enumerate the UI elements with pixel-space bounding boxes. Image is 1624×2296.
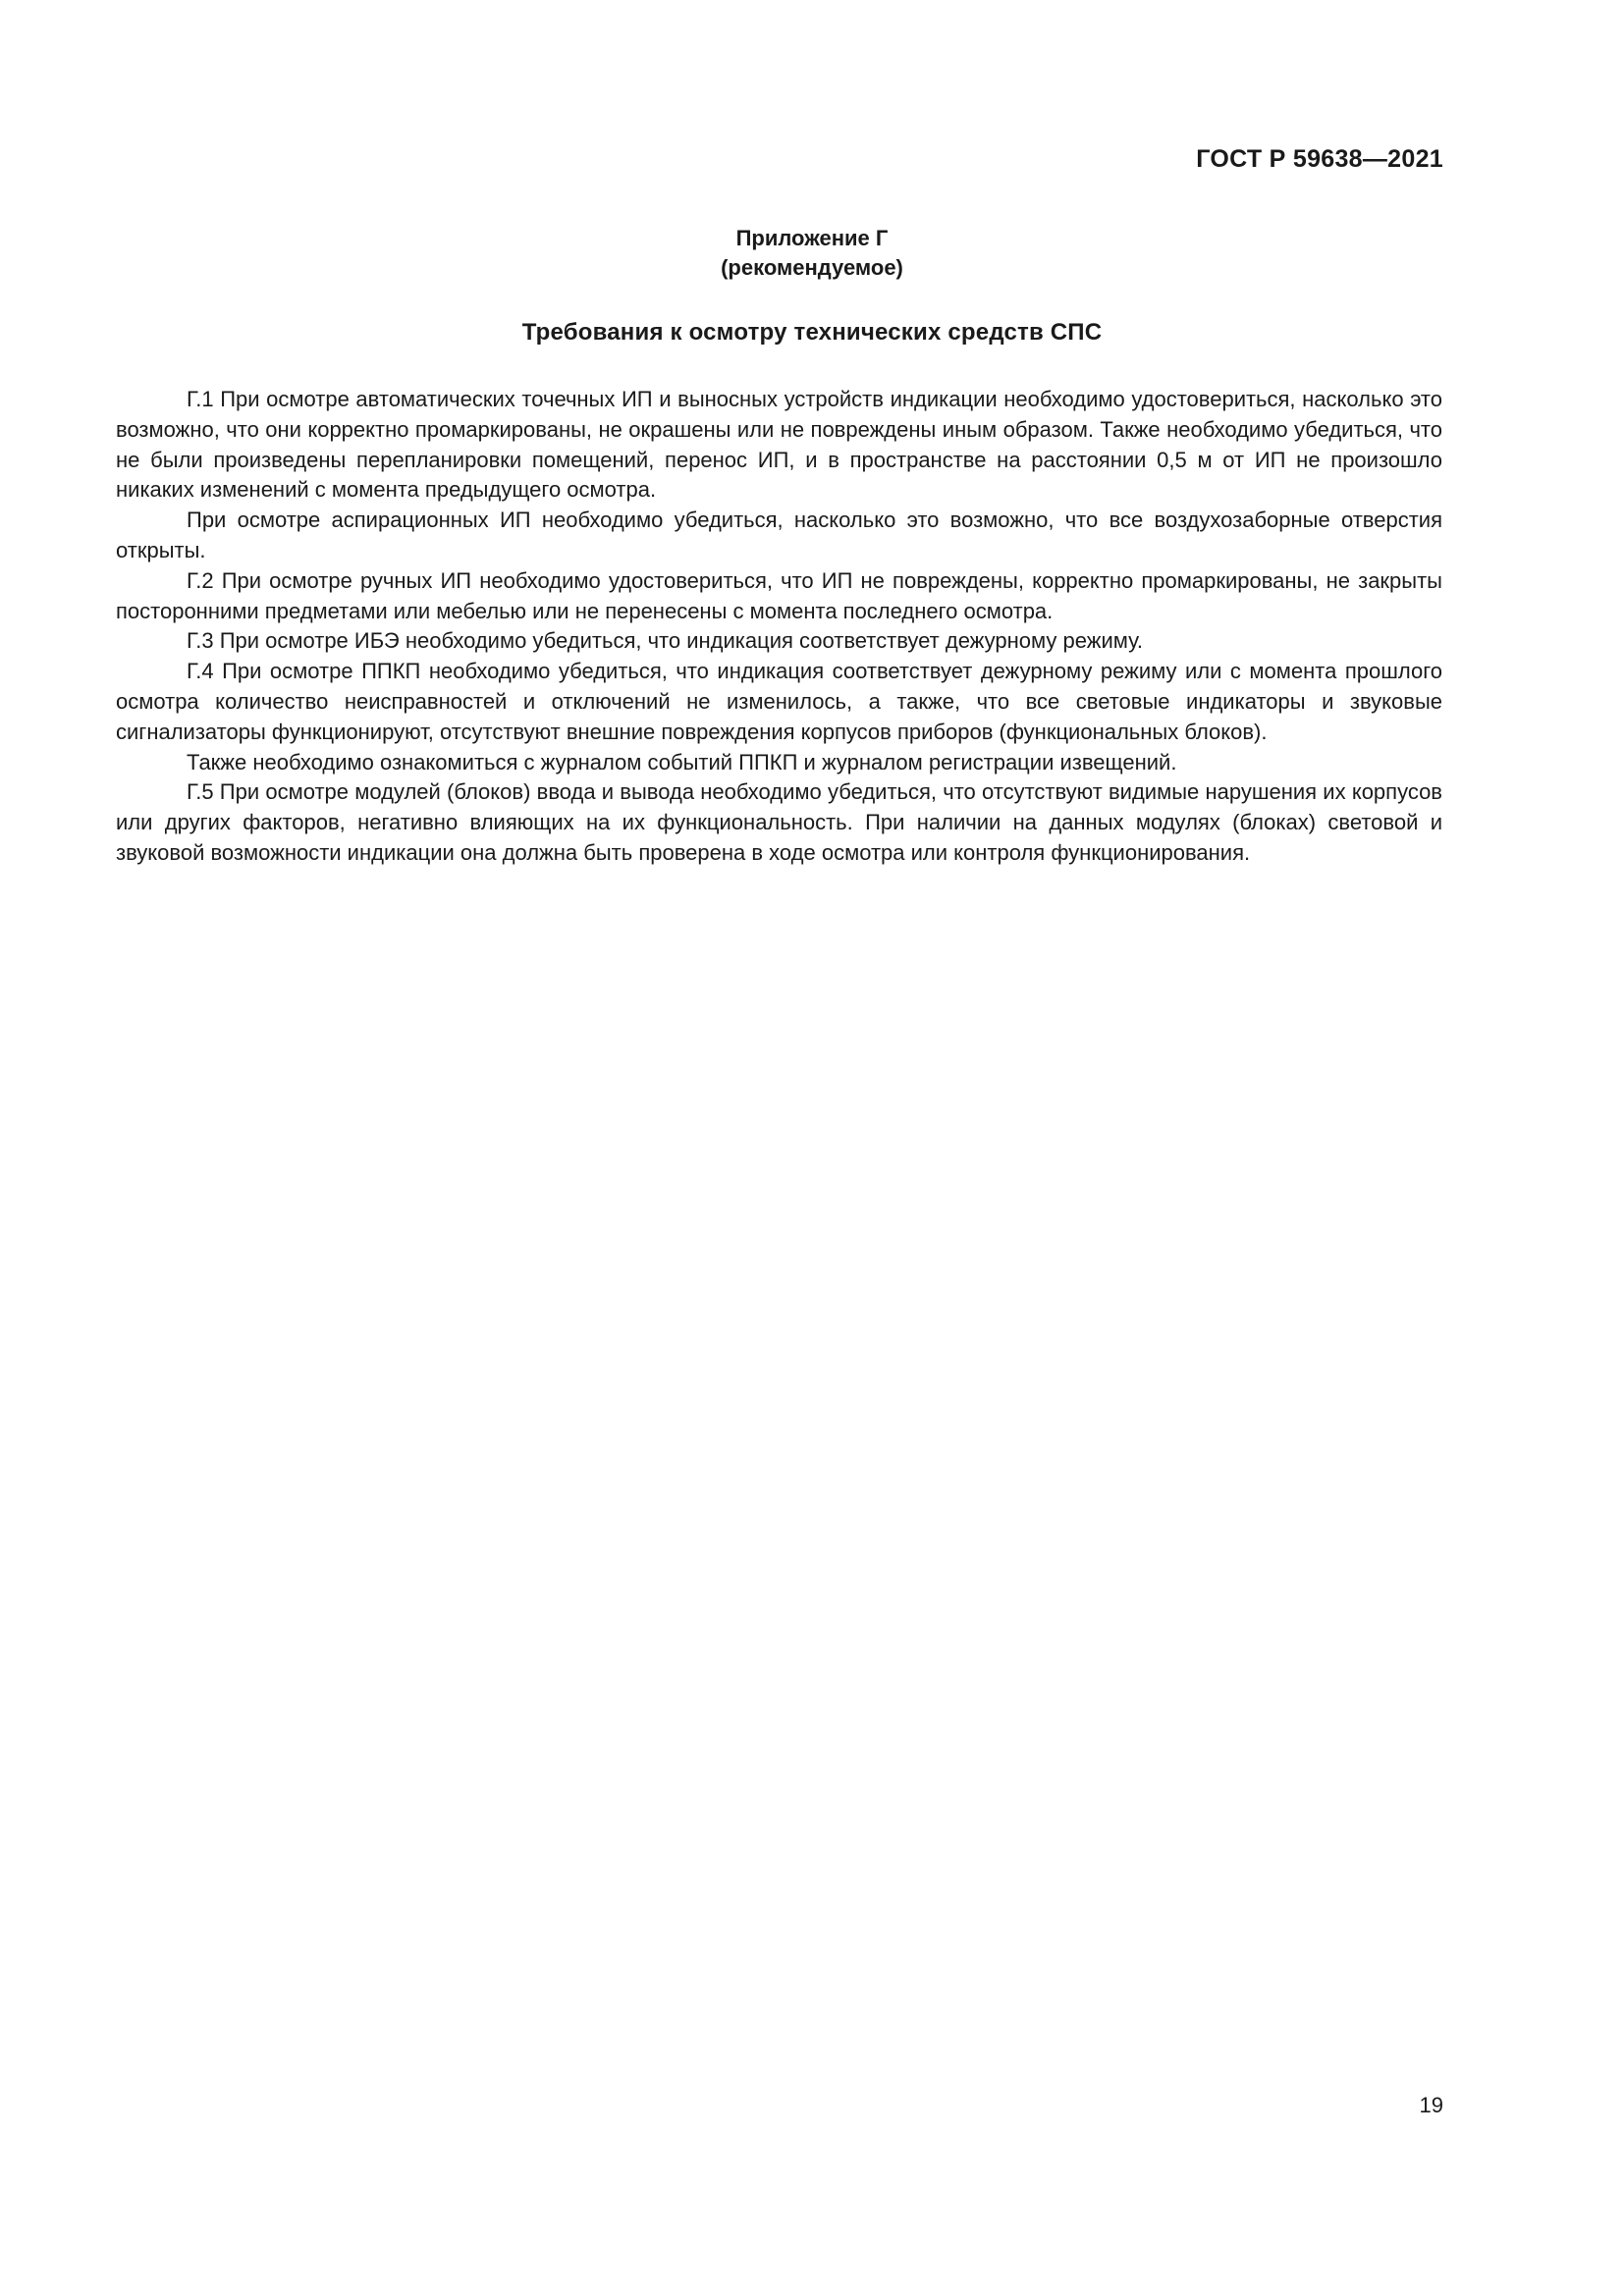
paragraph-journal: Также необходимо ознакомиться с журналом событий ППКП и журналом регистрации извещений. [187, 749, 1177, 774]
page-number: 19 [1419, 2093, 1443, 2117]
paragraph-g3: Г.3 При осмотре ИБЭ необходимо убедиться, что индикация соответствует дежурному режиму. [187, 628, 1144, 654]
section-title: Требования к осмотру технических средств СПС [521, 319, 1103, 346]
document-code: ГОСТ Р 59638—2021 [1196, 145, 1443, 173]
paragraph-g5: Г.5 При осмотре модулей (блоков) ввода и вывода необходимо убедиться, что отсутствуют видимые нарушения их корпусов или других факторов, негативно влияющих на их функциональность. При наличии на данных модулях (блоках) световой и звуковой возможности индикации она должна быть проверена в ходе осмотра или контроля функционирования. [116, 779, 1442, 865]
appendix-heading [0, 224, 1624, 283]
appendix-subtitle: (рекомендуемое) [721, 255, 903, 280]
paragraph-aspiration: При осмотре аспирационных ИП необходимо убедиться, насколько это возможно, что все воздухозаборные отверстия открыты. [116, 507, 1442, 562]
paragraph-g4: Г.4 При осмотре ППКП необходимо убедиться, что индикация соответствует дежурному режиму или с момента прошлого осмотра количество неисправностей и отключений не изменилось, а также, что все световые индикаторы и звуковые сигнализаторы функционируют, отсутствуют внешние повреждения корпусов приборов (функциональных блоков). [116, 659, 1442, 744]
paragraph-g1: Г.1 При осмотре автоматических точечных ИП и выносных устройств индикации необходимо удостовериться, насколько это возможно, что они корректно промаркированы, не окрашены или не повреждены иным образом. Также необходимо убедиться, что не были произведены перепланировки помещений, перенос ИП, и в пространстве на расстоянии 0,5 м от ИП не произошло никаких изменений с момента предыдущего осмотра. [116, 387, 1442, 503]
body-text [116, 385, 1442, 869]
appendix-title: Приложение Г [735, 226, 889, 250]
paragraph-g2: Г.2 При осмотре ручных ИП необходимо удостовериться, что ИП не повреждены, корректно промаркированы, не закрыты посторонними предметами или мебелью или не перенесены с момента последнего осмотра. [116, 567, 1442, 623]
